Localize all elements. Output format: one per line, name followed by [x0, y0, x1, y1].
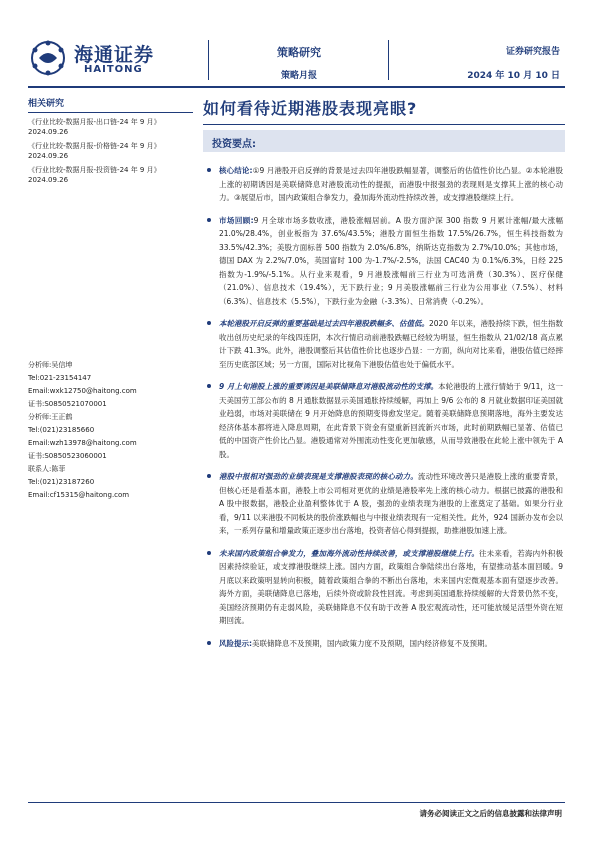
- bullet-icon: [207, 321, 211, 325]
- key-point: [205, 164, 563, 205]
- related-report[interactable]: [28, 117, 193, 137]
- analyst-tel: Tel:021-23154147: [28, 374, 92, 382]
- page-title: 如何看待近期港股表现亮眼?: [203, 99, 418, 118]
- key-point-lead: 港股中报相对强劲的业绩表现是支撑港股表现的核心动力。: [219, 472, 418, 481]
- analyst-email[interactable]: Email:wxk12750@haitong.com: [28, 387, 137, 395]
- key-points-heading: 投资要点:: [212, 139, 256, 150]
- analyst-block: [28, 359, 193, 411]
- header-divider: [208, 40, 209, 80]
- related-report-title[interactable]: 《行业比较-数据月报-投资链-24 年 9 月》: [28, 166, 161, 174]
- contact-name: 联系人:陈菲: [28, 465, 66, 473]
- key-point-lead: 核心结论:: [219, 166, 253, 175]
- related-report-title[interactable]: 《行业比较-数据月报-价格链-24 年 9 月》: [28, 142, 161, 150]
- key-point-text: 流动性环境改善只是港股上涨的重要背景，但核心还是看基本面，港股上市公司相对更优的业绩是港股率先上涨的核心动力。根据已披露的港股和 A 股中报数据，港股企业盈利整体优于 A 股，强劲的业绩表现为港股的上涨奠定了基础。如果分行业看，9/11 以来港股不同板块的股价涨跌幅也与中报业绩表现有一定相关性。此外，924 国新办发布会以来，一系列存量和增量政策正逐步出台落地，投资者信心得到提振，助推港股加速上涨。: [219, 472, 564, 535]
- sidebar-rule: [28, 112, 193, 113]
- company-logo: [28, 38, 203, 82]
- key-point: [205, 637, 563, 651]
- analyst-name: 分析师:吴信坤: [28, 361, 73, 369]
- key-point-text: 美联储降息不及预期，国内政策力度不及预期，国内经济修复不及预期。: [252, 638, 492, 648]
- bullet-icon: [207, 551, 211, 555]
- report-date: 2024 年 10 月 10 日: [467, 71, 560, 81]
- key-point: [205, 547, 563, 628]
- related-report-title[interactable]: 《行业比较-数据月报-出口链-24 年 9 月》: [28, 118, 161, 126]
- key-point-lead: 本轮港股开启反弹的重要基础是过去四年港股跌幅多、估值低。: [219, 319, 430, 328]
- logo-english-name: HAITONG: [84, 64, 143, 75]
- bullet-icon: [207, 218, 211, 222]
- related-report[interactable]: [28, 165, 193, 185]
- key-point: [205, 317, 563, 371]
- key-point-text: 2020 年以来，港股持续下跌，恒生指数收出创历史纪录的年线四连阴，本次行情启动前港股跌幅已经较为明显，恒生指数从 21/02/18 高点累计下跌 41.3%。此外，港股调整后其估值性价比也逐步凸显：一方面，纵向对比来看，港股估值已经摔至历史底部区域；另一方面，国际对比视角下港股估值也处于偏低水平。: [219, 319, 563, 369]
- header-rule: [28, 86, 565, 88]
- related-report-date: 2024.09.26: [28, 176, 69, 184]
- key-point-text: ①9 月港股开启反弹的背景是过去四年港股跌幅显著，调整后的估值性价比凸显。②本轮港股上涨的初期诱因是美联储降息对港股流动性的提振，而港股中报强劲的表现则是支撑其上涨的核心动力。③展望后市，国内政策组合拳发力，叠加海外流动性持续改善，或支撑港股继续上行。: [219, 166, 563, 202]
- contact-tel: Tel:(021)23187260: [28, 478, 95, 486]
- analyst-cert: 证书:S0850523060001: [28, 452, 107, 460]
- analyst-name: 分析师:王正鹤: [28, 413, 73, 421]
- bullet-icon: [207, 474, 211, 478]
- key-points-list: [205, 164, 563, 659]
- key-point: [205, 214, 563, 309]
- related-report[interactable]: [28, 141, 193, 161]
- logo-chinese-name: 海通证券: [74, 44, 155, 66]
- contact-email[interactable]: Email:cf15315@haitong.com: [28, 491, 130, 499]
- disclaimer-note: 请务必阅读正文之后的信息披露和法律声明: [419, 809, 562, 818]
- bullet-icon: [207, 168, 211, 172]
- key-point: [205, 380, 563, 461]
- sidebar: [28, 96, 193, 502]
- key-point-lead: 9 月上旬港股上涨的重要诱因是美联储降息对港股流动性的支撑。: [219, 382, 439, 391]
- bullet-icon: [207, 641, 211, 645]
- haitong-logo-icon: [28, 38, 68, 78]
- key-point-text: 9 月全球市场多数收涨，港股涨幅居前。A 股方面沪深 300 指数 9 月累计涨幅/最大涨幅 21.0%/28.4%，创业板指为 37.6%/43.5%；港股方面恒生指数 17.5%/26.7%，恒生科技指数为 33.5%/42.3%；美股方面标普 500 指数为 2.0%/6.8%，纳斯达克指数为 2.7%/10.0%；其他市场，德国 DAX 为 2.2%/7.0%，英国富时 100 为-1.7%/-2.5%，法国 CAC40 为 0.1%/6.3%，日经 225 指数为-1.9%/-5.1%。从行业来观看，9 月港股涨幅前三行业为可选消费（30.3%）、医疗保健（21.0%）、信息技术（19.4%），无下跌行业；9 月美股涨幅前三行业为公用事业（7.5%）、材料（6.3%）、信息技术（5.5%），下跌行业为金融（-3.3%）、日常消费（-0.2%）。: [219, 215, 564, 306]
- key-point-text: 往未来看，若海内外积极因素持续验证，或支撑港股继续上涨。国内方面，政策组合拳陆续出台落地，有望推动基本面回暖。9 月底以来政策明显转向积极，随着政策组合拳的不断出台落地，未来国内宏微观基本面有望逐步改善。海外方面，美联储降息已落地，后续外资或阶段性回流。考虑到美国通胀持续缓解的大背景仍然不变，美国经济预期仍有走弱风险，美联储降息不仅有助于改善 A 股宏观流动性，还可能放缓足活型外资在短期回流。: [219, 548, 564, 625]
- analyst-tel: Tel:(021)23185660: [28, 426, 95, 434]
- title-rule: [203, 124, 565, 125]
- header-divider: [388, 40, 389, 80]
- key-points-bar: [203, 130, 565, 152]
- analyst-email[interactable]: Email:wzh13978@haitong.com: [28, 439, 137, 447]
- key-point: [205, 470, 563, 538]
- key-point-lead: 风险提示:: [219, 638, 252, 648]
- report-category: 策略研究: [277, 46, 321, 59]
- bullet-icon: [207, 384, 211, 388]
- related-research-heading: 相关研究: [28, 99, 65, 109]
- key-point-lead: 市场回顾:: [219, 215, 254, 225]
- analyst-block: [28, 411, 193, 463]
- key-point-text: 本轮港股的上涨行情始于 9/11，这一天美国劳工部公布的 8 月通胀数据显示美国通胀持续缓解，再加上 9/6 公布的 8 月就业数据印证美国就业趋弱，市场对美联储在 9 月开始降息的预期变得愈发坚定。随着美联储降息预期落地，海外主要发达经济体基本都将进入降息周期，在此背景下资金有望重新回流新兴市场，此时前期跌幅已显著、估值已低的中国资产性价比凸显。港股通常对外围流动性变化更加敏感，从而导致港股在此轮上涨中领先于 A 股。: [219, 382, 563, 459]
- key-point-lead: 未来国内政策组合拳发力，叠加海外流动性持续改善，或支撑港股继续上行。: [219, 548, 480, 558]
- footer-rule: [28, 802, 565, 803]
- report-subcategory: 策略月报: [280, 71, 317, 81]
- report-type: 证券研究报告: [505, 47, 560, 57]
- related-report-date: 2024.09.26: [28, 128, 69, 136]
- contact-block: [28, 463, 193, 502]
- related-report-date: 2024.09.26: [28, 152, 69, 160]
- analyst-cert: 证书:S0850521070001: [28, 400, 107, 408]
